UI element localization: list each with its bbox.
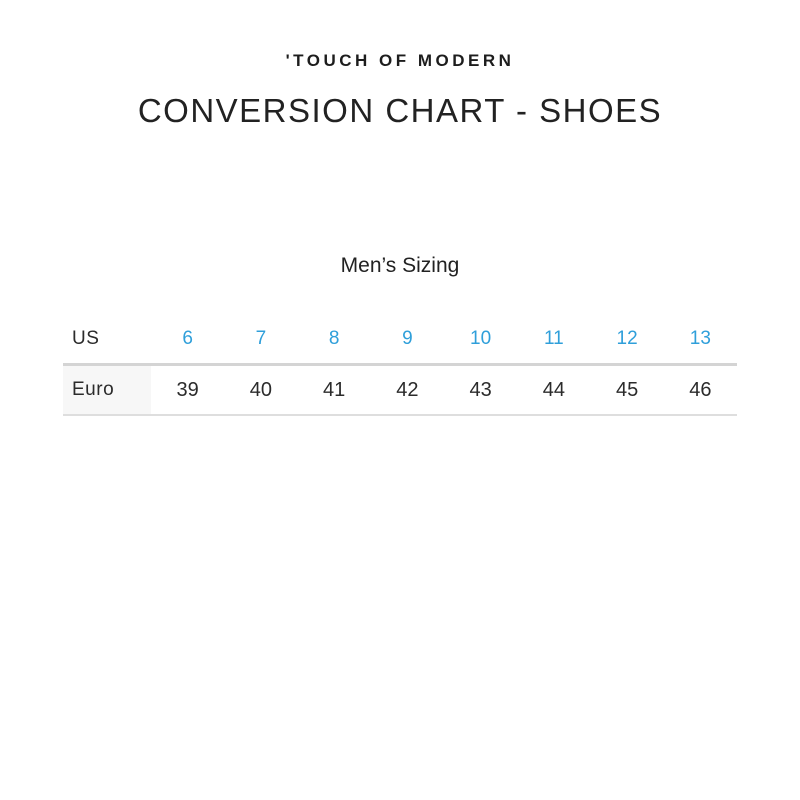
euro-size-value: 46 — [689, 378, 712, 401]
us-size-value: 6 — [182, 328, 193, 349]
logo-tick-mark: ' — [285, 51, 294, 70]
us-size-value: 9 — [402, 328, 413, 349]
euro-size-value: 45 — [616, 378, 639, 401]
euro-size-value: 40 — [249, 378, 272, 401]
euro-size-value: 41 — [323, 378, 346, 401]
brand-logo-text: TOUCH OF MODERN — [293, 51, 515, 70]
us-size-value: 11 — [544, 328, 564, 349]
row-label-euro: Euro — [63, 366, 151, 414]
euro-size-value: 42 — [396, 378, 419, 401]
us-size-value: 7 — [255, 328, 267, 349]
brand-logo — [0, 0, 800, 71]
euro-size-value: 39 — [176, 378, 199, 401]
row-label-us: US — [72, 328, 100, 349]
table-row-us — [63, 315, 737, 366]
page-title: CONVERSION CHART - SHOES — [137, 92, 663, 129]
us-size-value: 12 — [616, 328, 638, 349]
us-size-value: 13 — [689, 328, 711, 349]
table-row-euro — [63, 366, 737, 416]
euro-size-value: 44 — [542, 378, 565, 401]
size-conversion-table — [63, 315, 737, 416]
euro-size-value: 43 — [469, 378, 492, 401]
section-heading-mens-sizing: Men’s Sizing — [340, 254, 460, 277]
us-size-value: 8 — [328, 328, 340, 349]
us-size-value: 10 — [470, 328, 492, 349]
